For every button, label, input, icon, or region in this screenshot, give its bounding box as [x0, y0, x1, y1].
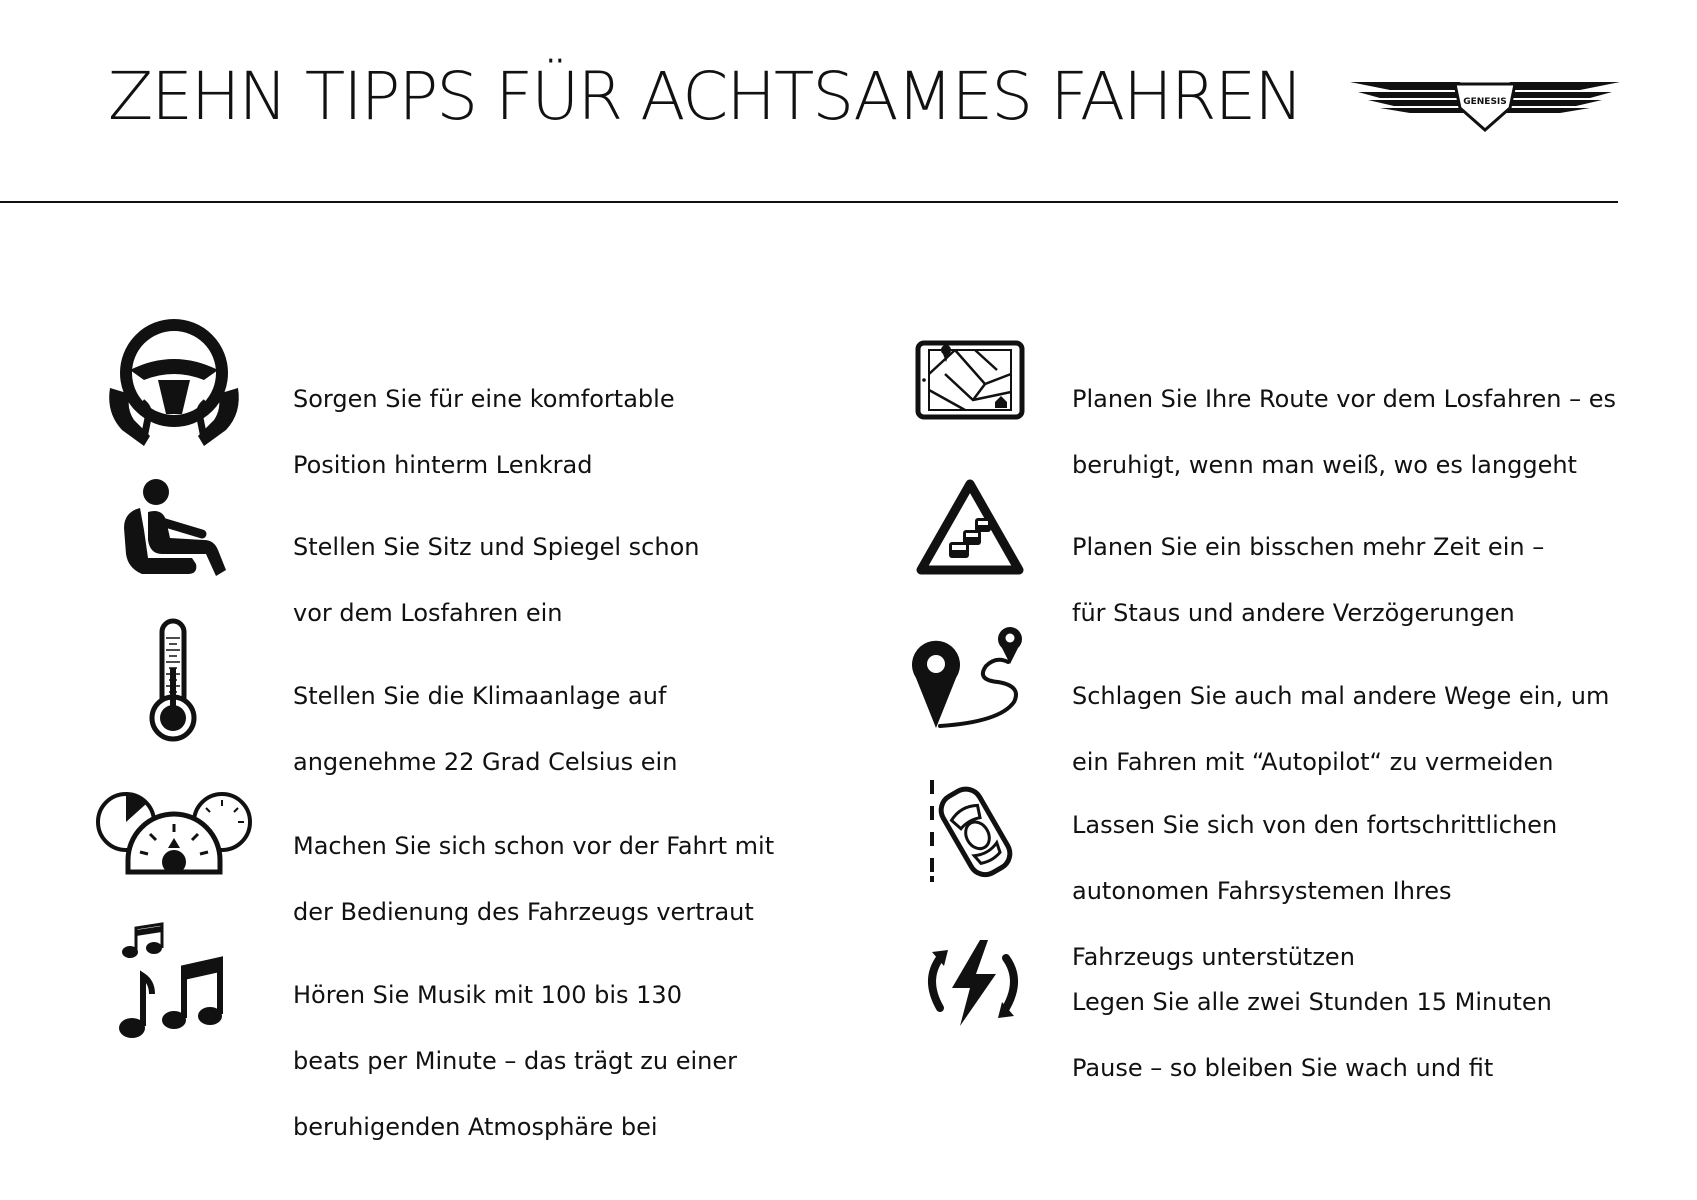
tip-line: beruhigt, wenn man weiß, wo es langgeht	[1072, 451, 1577, 479]
tip-line: ein Fahren mit “Autopilot“ zu vermeiden	[1072, 748, 1554, 776]
logo-text: GENESIS	[1463, 97, 1507, 107]
navigation-map-icon	[915, 340, 1025, 420]
tip-text	[293, 350, 675, 515]
steering-wheel-hands-icon	[104, 318, 244, 448]
tip-line: beruhigenden Atmosphäre bei	[293, 1113, 658, 1141]
tip-line: Machen Sie sich schon vor der Fahrt mit	[293, 832, 775, 860]
tip-line: angenehme 22 Grad Celsius ein	[293, 748, 678, 776]
tip-line: für Staus und andere Verzögerungen	[1072, 599, 1515, 627]
genesis-wings-logo	[1350, 78, 1620, 136]
tip-line: vor dem Losfahren ein	[293, 599, 563, 627]
thermometer-icon	[148, 618, 198, 743]
lane-assist-car-icon	[920, 776, 1020, 886]
tip-text	[293, 797, 774, 962]
tip-text	[293, 498, 699, 663]
tip-line: Schlagen Sie auch mal andere Wege ein, um	[1072, 682, 1610, 710]
dashboard-gauges-icon	[94, 782, 254, 877]
tip-line: Lassen Sie sich von den fortschrittlichen	[1072, 811, 1558, 839]
tip-text	[1072, 953, 1552, 1118]
music-notes-icon	[118, 922, 228, 1042]
header-divider	[0, 201, 1618, 203]
seated-driver-icon	[118, 478, 228, 583]
tip-line: beats per Minute – das trägt zu einer	[293, 1047, 738, 1075]
tip-line: Legen Sie alle zwei Stunden 15 Minuten	[1072, 988, 1552, 1016]
tip-text	[293, 647, 677, 812]
tip-line: Fahrzeugs unterstützen	[1072, 943, 1355, 971]
page-title: ZEHN TIPPS FÜR ACHTSAMES FAHREN	[108, 58, 1302, 135]
recharge-break-icon	[918, 936, 1028, 1031]
traffic-jam-warning-icon	[915, 478, 1025, 578]
tip-line: Pause – so bleiben Sie wach und fit	[1072, 1054, 1494, 1082]
tip-line: Planen Sie ein bisschen mehr Zeit ein –	[1072, 533, 1545, 561]
tip-text	[1072, 350, 1616, 515]
tip-line: Sorgen Sie für eine komfortable	[293, 385, 675, 413]
tip-line: der Bedienung des Fahrzeugs vertraut	[293, 898, 754, 926]
tip-text	[293, 946, 737, 1177]
route-pins-icon	[910, 618, 1035, 733]
tip-line: Stellen Sie die Klimaanlage auf	[293, 682, 667, 710]
tip-line: autonomen Fahrsystemen Ihres	[1072, 877, 1452, 905]
tip-line: Position hinterm Lenkrad	[293, 451, 593, 479]
tip-line: Planen Sie Ihre Route vor dem Losfahren – es	[1072, 385, 1617, 413]
tip-text	[1072, 498, 1544, 663]
tip-line: Stellen Sie Sitz und Spiegel schon	[293, 533, 700, 561]
tip-line: Hören Sie Musik mit 100 bis 130	[293, 981, 682, 1009]
